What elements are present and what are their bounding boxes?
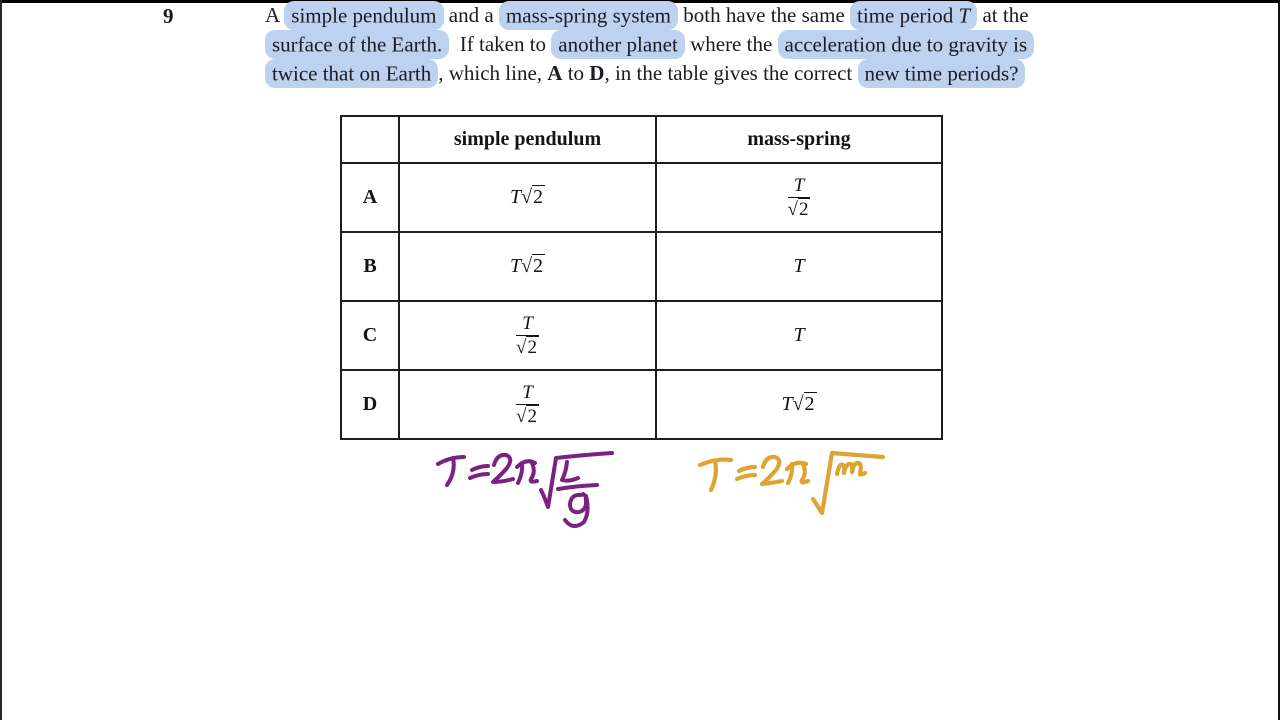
- question-text: [265, 1, 1034, 88]
- highlight-span: simple pendulum: [284, 1, 443, 30]
- cell-spring-D: [656, 370, 942, 439]
- table-row-D: [341, 370, 942, 439]
- pen-stroke: [493, 455, 513, 482]
- text-span: A: [265, 3, 285, 27]
- cell-pendulum-C: [399, 301, 656, 370]
- pen-stroke: [447, 458, 454, 485]
- cell-pendulum-B: [399, 232, 656, 301]
- pen-stroke: [472, 466, 488, 470]
- row-label-B: B: [341, 232, 399, 301]
- highlight-span: surface of the Earth.: [265, 30, 449, 59]
- highlight-span: mass-spring system: [499, 1, 678, 30]
- spring-formula-handwriting: [690, 445, 900, 525]
- pen-stroke: [531, 463, 537, 482]
- cell-spring-C: [656, 301, 942, 370]
- pen-stroke: [562, 462, 578, 481]
- frame-edge-left: [0, 0, 2, 720]
- pen-stroke: [558, 485, 597, 489]
- pen-stroke: [762, 457, 782, 484]
- answer-table: [340, 115, 943, 440]
- text-span: both have the same: [678, 3, 851, 27]
- highlight-span: acceleration due to gravity is: [778, 30, 1035, 59]
- radical: √2: [516, 336, 537, 358]
- pen-stroke: [739, 467, 755, 471]
- text-span: If taken to: [449, 32, 552, 56]
- radical: √2: [516, 405, 537, 427]
- cell-pendulum-D: [399, 370, 656, 439]
- row-label-A: A: [341, 163, 399, 232]
- pen-stroke: [802, 464, 808, 482]
- text-span: where the: [684, 32, 778, 56]
- pen-stroke: [570, 494, 586, 512]
- table-row-A: [341, 163, 942, 232]
- radical: √2: [521, 255, 544, 277]
- question-line-3: [265, 59, 1034, 88]
- fraction: [516, 313, 539, 359]
- table-header-simple pendulum: simple pendulum: [399, 116, 656, 163]
- fraction: [788, 175, 811, 221]
- table-header-corner: [341, 116, 399, 163]
- highlight-span: time period T: [850, 1, 977, 30]
- pen-stroke: [438, 457, 464, 464]
- period-symbol: T: [793, 324, 805, 346]
- cell-spring-A: [656, 163, 942, 232]
- pen-stroke: [737, 475, 755, 479]
- row-label-D: D: [341, 370, 399, 439]
- answer-table-header-row: [341, 116, 942, 163]
- highlight-span: twice that on Earth: [265, 59, 438, 88]
- pendulum-formula-handwriting: [430, 445, 630, 535]
- pen-stroke: [813, 453, 883, 513]
- radical: √2: [787, 198, 809, 220]
- pen-stroke: [837, 463, 865, 475]
- table-row-B: [341, 232, 942, 301]
- radical: √2: [521, 186, 544, 208]
- row-label-C: C: [341, 301, 399, 370]
- text-span: at the: [977, 3, 1029, 27]
- period-symbol: T: [522, 381, 533, 403]
- table-row-C: [341, 301, 942, 370]
- fraction: [516, 382, 539, 428]
- radical: √2: [792, 393, 815, 415]
- question-line-1: [265, 1, 1034, 30]
- cell-pendulum-A: [399, 163, 656, 232]
- pen-stroke: [470, 474, 488, 478]
- question-number: 9: [163, 4, 174, 28]
- question-line-2: [265, 30, 1034, 59]
- table-header-mass-spring: mass-spring: [656, 116, 942, 163]
- period-symbol: T: [522, 312, 533, 334]
- period-symbol: T: [509, 186, 522, 208]
- cell-spring-B: [656, 232, 942, 301]
- highlight-span: another planet: [551, 30, 685, 59]
- period-symbol: T: [793, 255, 805, 277]
- period-symbol: T: [509, 255, 522, 277]
- pen-stroke: [711, 461, 716, 490]
- highlight-span: new time periods?: [858, 59, 1026, 88]
- text-span: and a: [443, 3, 499, 27]
- period-symbol: T: [793, 174, 805, 196]
- period-symbol: T: [781, 393, 793, 415]
- text-span: , which line, A to D, in the table gives the correct: [438, 61, 858, 85]
